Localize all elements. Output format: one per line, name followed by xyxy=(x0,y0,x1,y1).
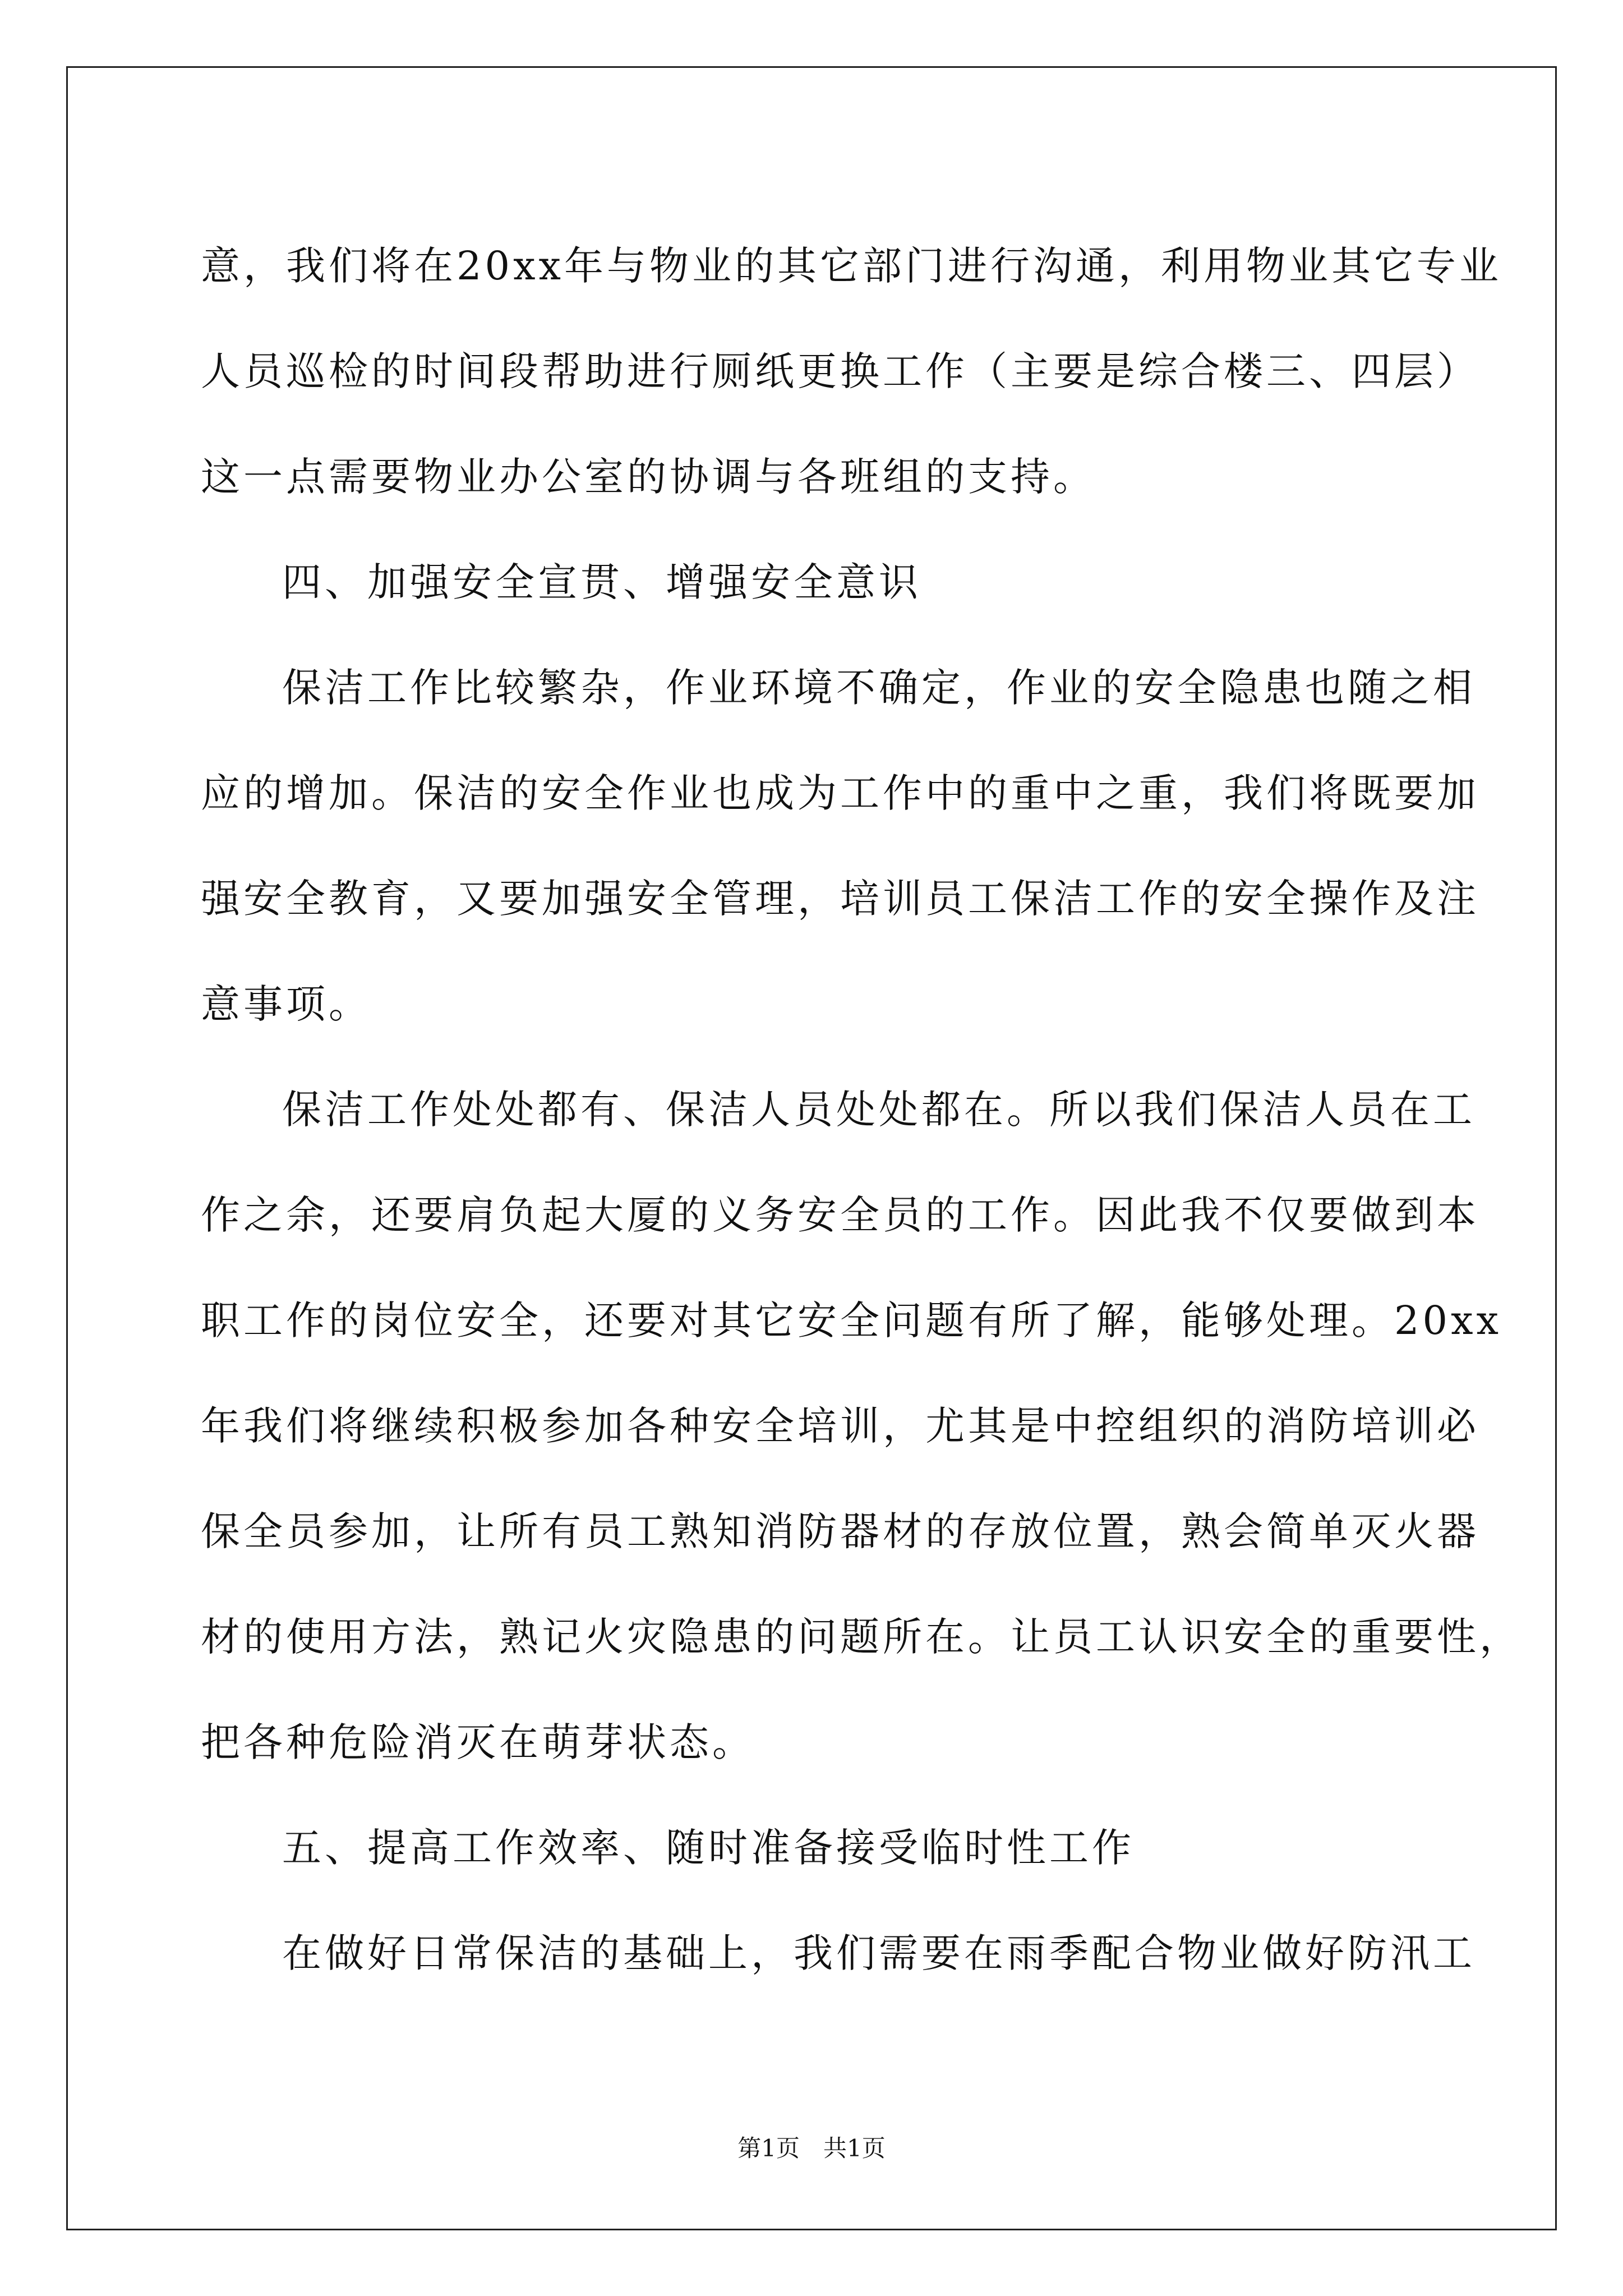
text-line-3: 这一点需要物业办公室的协调与各班组的支持。 xyxy=(201,454,1096,500)
text-line-5: 保洁工作比较繁杂，作业环境不确定，作业的安全隐患也随之相 xyxy=(282,665,1476,711)
text-line-10: 作之余，还要肩负起大厦的义务安全员的工作。因此我不仅要做到本 xyxy=(201,1192,1479,1238)
text-line-2: 人员巡检的时间段帮助进行厕纸更换工作（主要是综合楼三、四层） xyxy=(201,348,1479,394)
text-line-14: 材的使用方法，熟记火灾隐患的问题所在。让员工认识安全的重要性， xyxy=(201,1614,1522,1660)
page-footer: 第1页 共1页 xyxy=(737,2134,886,2162)
text-line-13: 保全员参加，让所有员工熟知消防器材的存放位置，熟会简单灭火器 xyxy=(201,1508,1479,1554)
text-line-17: 在做好日常保洁的基础上，我们需要在雨季配合物业做好防汛工 xyxy=(282,1930,1476,1976)
text-line-6: 应的增加。保洁的安全作业也成为工作中的重中之重，我们将既要加 xyxy=(201,770,1479,816)
text-line-15: 把各种危险消灭在萌芽状态。 xyxy=(201,1719,755,1765)
document-body xyxy=(201,213,1522,2006)
text-line-12: 年我们将继续积极参加各种安全培训，尤其是中控组织的消防培训必 xyxy=(201,1403,1479,1449)
section-heading-5: 五、提高工作效率、随时准备接受临时性工作 xyxy=(282,1825,1135,1871)
text-line-11: 职工作的岗位安全，还要对其它安全问题有所了解，能够处理。20xx xyxy=(201,1297,1502,1343)
section-heading-4: 四、加强安全宣贯、增强安全意识 xyxy=(282,559,921,605)
text-line-9: 保洁工作处处都有、保洁人员处处都在。所以我们保洁人员在工 xyxy=(282,1087,1476,1133)
text-line-7: 强安全教育，又要加强安全管理，培训员工保洁工作的安全操作及注 xyxy=(201,876,1479,922)
text-line-1: 意，我们将在20xx年与物业的其它部门进行沟通，利用物业其它专业 xyxy=(201,243,1502,289)
text-line-8: 意事项。 xyxy=(201,981,371,1027)
